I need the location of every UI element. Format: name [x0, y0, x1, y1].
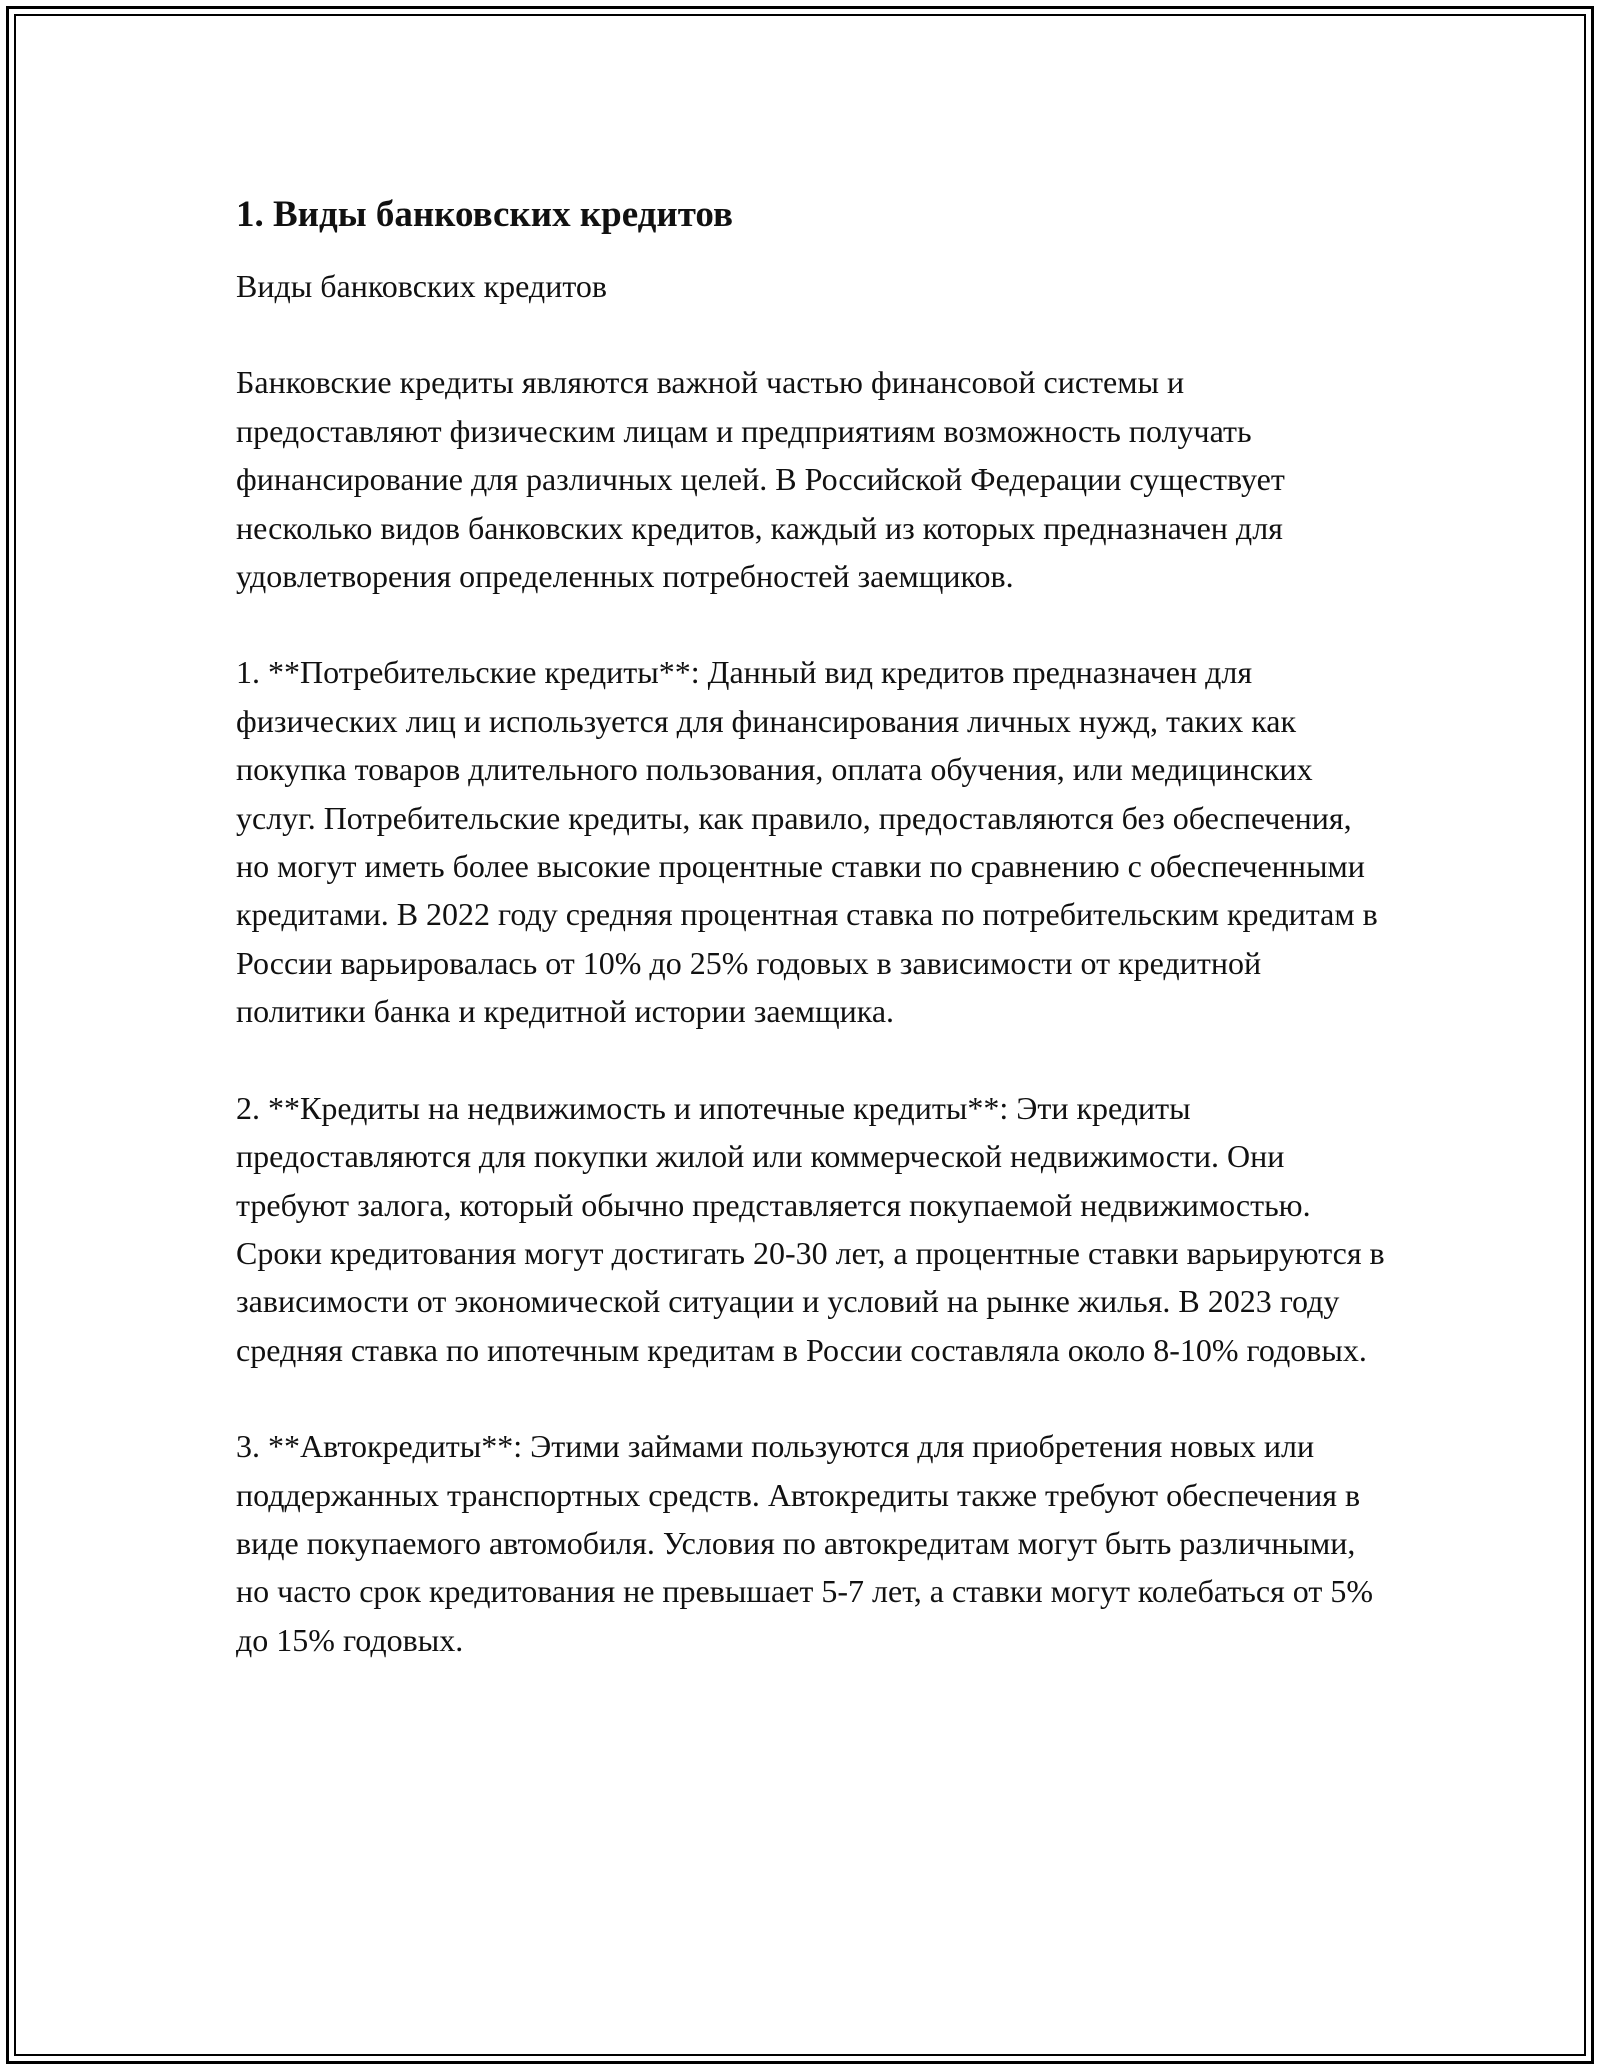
document-body	[236, 190, 1386, 1664]
section-subtitle: Виды банковских кредитов	[236, 268, 607, 304]
section-heading: 1. Виды банковских кредитов	[236, 194, 733, 235]
consumer-credit-paragraph: 1. **Потребительские кредиты**: Данный вид кредитов предназначен для физических лиц и используется для финансирования личных нужд, таких как покупка товаров длительного пользования, оплата обучения, или медицинских услуг. Потребительские кредиты, как правило, предоставляются без обеспечения, но могут иметь более высокие процентные ставки по сравнению с обеспеченными кредитами. В 2022 году средняя процентная ставка по потребительским кредитам в России варьировалась от 10% до 25% годовых в зависимости от кредитной политики банка и кредитной истории заемщика.	[236, 654, 1378, 1030]
auto-credit-paragraph: 3. **Автокредиты**: Этими займами пользуются для приобретения новых или поддержанных транспортных средств. Автокредиты также требуют обеспечения в виде покупаемого автомобиля. Условия по автокредитам могут быть различными, но часто срок кредитования не превышает 5-7 лет, а ставки могут колебаться от 5% до 15% годовых.	[236, 1428, 1373, 1658]
mortgage-credit-paragraph: 2. **Кредиты на недвижимость и ипотечные кредиты**: Эти кредиты предоставляются для покупки жилой или коммерческой недвижимости. Они требуют залога, который обычно представляется покупаемой недвижимостью. Сроки кредитования могут достигать 20-30 лет, а процентные ставки варьируются в зависимости от экономической ситуации и условий на рынке жилья. В 2023 году средняя ставка по ипотечным кредитам в России составляла около 8-10% годовых.	[236, 1089, 1385, 1368]
intro-paragraph: Банковские кредиты являются важной частью финансовой системы и предоставляют физическим лицам и предприятиям возможность получать финансирование для различных целей. В Российской Федерации существует несколько видов банковских кредитов, каждый из которых предназначен для удовлетворения определенных потребностей заемщиков.	[236, 364, 1285, 595]
